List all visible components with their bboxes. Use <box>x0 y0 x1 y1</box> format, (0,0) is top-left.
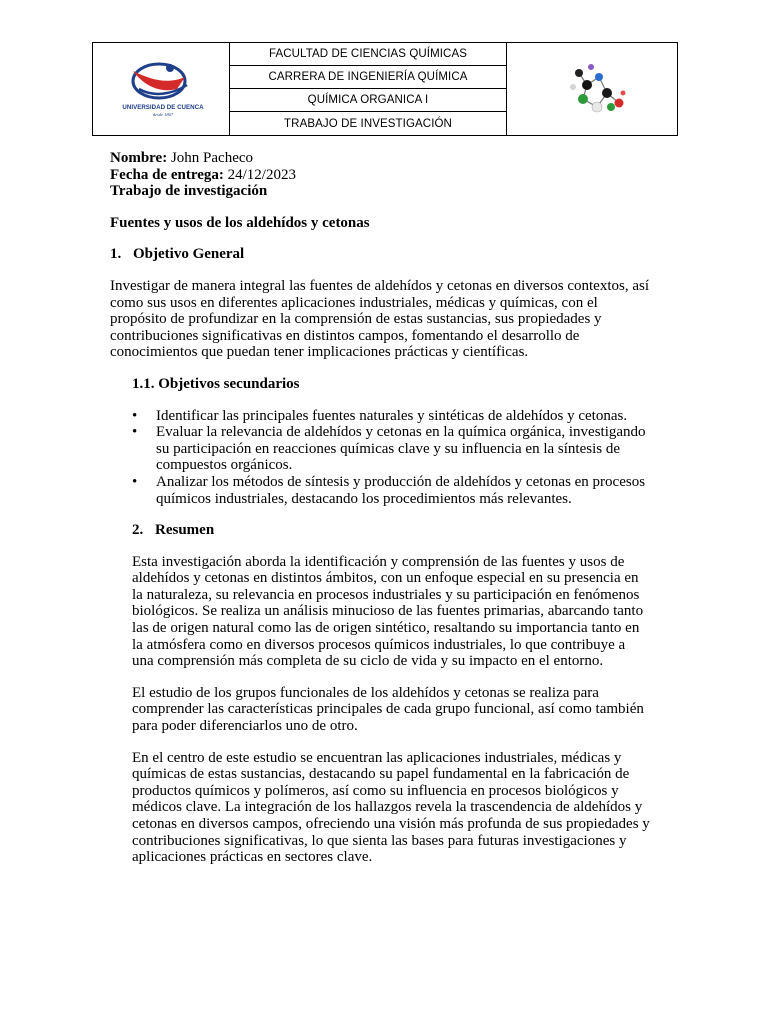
name-line <box>110 150 650 167</box>
secondary-objectives-list <box>132 408 650 508</box>
course-title: QUÍMICA ORGANICA I <box>230 89 506 112</box>
name-value: John Pacheco <box>170 150 254 166</box>
summary-paragraph-3: En el centro de este estudio se encuentran las aplicaciones industriales, médicas y químicas de estas sustancias, destacando su papel fundamental en la fabricación de productos químicos y polímeros, así como su influencia en procesos biológicos y médicos clave. La integración de los hallazgos revela la trascendencia de aldehídos y cetonas en diversos campos, ofreciendo una visión más profunda de sus propiedades y contribuciones significativas, lo que sienta las bases para futuras investigaciones y aplicaciones prácticas en sectores clave. <box>132 749 650 866</box>
name-label: Nombre: <box>110 150 168 166</box>
bullet-icon: • <box>132 407 138 424</box>
section-2-heading <box>132 522 650 539</box>
faculty-title: FACULTAD DE CIENCIAS QUÍMICAS <box>230 43 506 66</box>
date-line <box>110 167 650 184</box>
logo-name: UNIVERSIDAD DE CUENCA <box>122 104 204 111</box>
document-body <box>110 150 650 866</box>
section-1-1-heading <box>132 376 650 393</box>
header-table <box>92 42 678 136</box>
career-title: CARRERA DE INGENIERÍA QUÍMICA <box>230 66 506 89</box>
date-label: Fecha de entrega: <box>110 166 224 183</box>
section-1-1-title: 1.1. Objetivos secundarios <box>132 375 300 392</box>
university-logo-icon <box>115 59 211 119</box>
document-title: Fuentes y usos de los aldehídos y cetonas <box>110 214 370 231</box>
list-item <box>132 474 650 507</box>
logo-cell <box>93 43 230 135</box>
list-item-text: Identificar las principales fuentes naturales y sintéticas de aldehídos y cetonas. <box>156 407 628 424</box>
doc-kind: Trabajo de investigación <box>110 183 268 200</box>
date-value: 24/12/2023 <box>227 166 296 183</box>
list-item-text: Analizar los métodos de síntesis y producción de aldehídos y cetonas en procesos químicos industriales, destacando los procedimientos más relevantes. <box>156 473 646 507</box>
doc-kind-line <box>110 183 650 200</box>
section-2-number: 2. <box>132 522 144 539</box>
summary-paragraph-1: Esta investigación aborda la identificación y comprensión de las fuentes y usos de aldehídos y cetonas en distintos ámbitos, con un enfoque especial en su presencia en la naturaleza, su relevancia en procesos industriales y su participación en fenómenos biológicos. Se realiza un análisis minucioso de las fuentes primarias, abarcando tanto las de origen natural como las de origen sintético, resaltando su importancia tanto en la atmósfera como en diversos procesos químicos industriales, lo que contribuye a una comprensión más completa de su ciclo de vida y su impacto en el entorno. <box>132 553 644 670</box>
section-1-number: 1. <box>110 246 122 263</box>
bullet-icon: • <box>132 424 138 441</box>
summary-paragraph-2: El estudio de los grupos funcionales de los aldehídos y cetonas se realiza para comprender las características principales de cada grupo funcional, así como también para poder diferenciarlos uno de otro. <box>132 684 644 735</box>
section-1-heading <box>110 246 650 263</box>
section-2-title: Resumen <box>155 522 215 539</box>
molecule-cell <box>506 43 677 135</box>
section-1-body: Investigar de manera integral las fuentes de aldehídos y cetonas en diversos contextos, así como sus usos en diferentes aplicaciones industriales, médicas y químicas, con el propósito de profundizar en la comprensión de estas sustancias, sus propiedades y contribuciones significativas en distintos campos, fomentando el desarrollo de conocimientos que puedan tener implicaciones prácticas y científicas. <box>110 277 649 361</box>
molecule-icon <box>563 63 629 119</box>
work-type-title: TRABAJO DE INVESTIGACIÓN <box>284 117 452 130</box>
bullet-icon: • <box>132 473 138 490</box>
header-titles <box>230 43 506 135</box>
logo-tagline: desde 1867 <box>152 112 174 117</box>
list-item <box>132 408 650 425</box>
section-1-title: Objetivo General <box>133 246 245 263</box>
list-item-text: Evaluar la relevancia de aldehídos y cetonas en la química orgánica, investigando su participación en reacciones químicas clave y su influencia en la síntesis de compuestos orgánicos. <box>156 424 646 474</box>
list-item <box>132 424 650 474</box>
